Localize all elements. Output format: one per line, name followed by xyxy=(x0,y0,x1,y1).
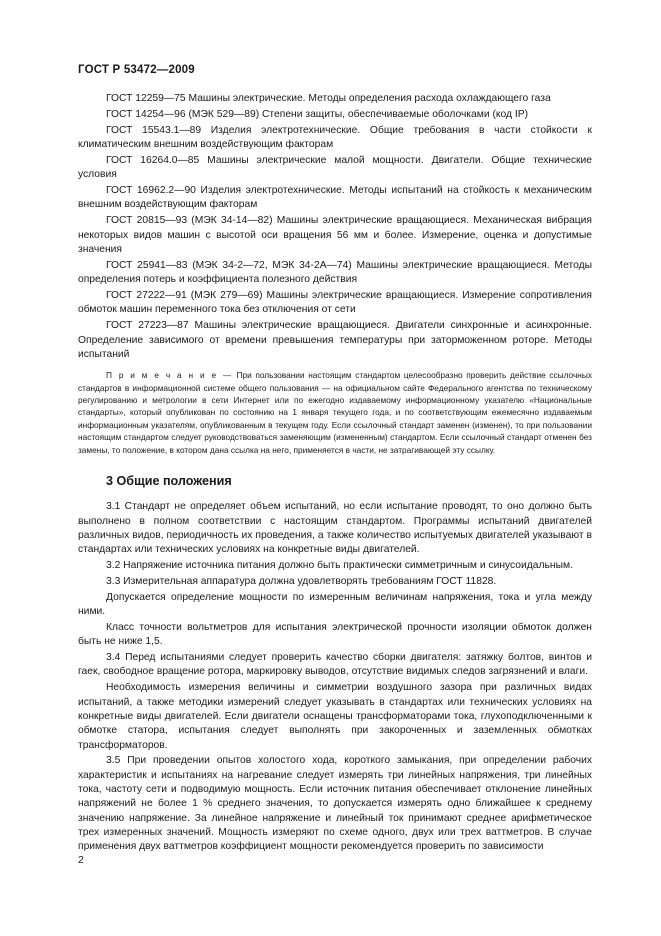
section-paragraph: 3.3 Измерительная аппаратура должна удовлетворять требованиям ГОСТ 11828. xyxy=(106,575,497,587)
section-paragraph: 3.1 Стандарт не определяет объем испытаний, но если испытание проводят, то оно должно быть выполнено в полном соответствии с настоящим стандартом. Программы испытаний двигателей различных видов, периодичность их проведения, а также количество испытуемых двигателей указывают в стандартах или технических условиях на конкретные виды двигателей. xyxy=(78,501,592,556)
page-body xyxy=(78,92,592,856)
section-paragraph: 3.2 Напряжение источника питания должно быть практически симметричным и синусоидальным. xyxy=(106,560,573,572)
section-paragraph: 3.5 При проведении опытов холостого хода, короткого замыкания, при определении рабочих характеристик и испытаниях на нагревание следует измерять три линейных напряжения, три линейных тока, частоту сети и подводимую мощность. Если источник питания обеспечивает отклонение линейных напряжений не более 1 % среднего значения, то допускается измерять одно ближайшее к среднему значению напряжение. За линейное напряжение и линейный ток принимают среднее арифметическое трех измеренных значений. Мощность измеряют по схеме одного, двух или трех ваттметров. В случае применения двух ваттметров коэффициент мощности рекомендуется проверить по зависимости xyxy=(78,755,592,853)
document-header: ГОСТ Р 53472—2009 xyxy=(78,64,195,76)
reference-item: ГОСТ 14254—96 (МЭК 529—89) Степени защиты, обеспечиваемые оболочками (код IP) xyxy=(106,108,529,120)
reference-item: ГОСТ 12259—75 Машины электрические. Методы определения расхода охлаждающего газа xyxy=(106,93,551,104)
section-body xyxy=(78,500,592,854)
reference-item: ГОСТ 27223—87 Машины электрические вращающиеся. Двигатели синхронные и асинхронные. Определение зависимого от времени превышения температуры при заторможенном роторе. Методы испытаний xyxy=(78,320,592,360)
reference-item: ГОСТ 15543.1—89 Изделия электротехнические. Общие требования в части стойкости к климатическим внешним воздействующим факторам xyxy=(78,124,592,151)
normative-references xyxy=(78,92,592,362)
section-paragraph: 3.4 Перед испытаниями следует проверить качество сборки двигателя: затяжку болтов, винтов и гаек, свободное вращение ротора, маркировку выводов, отсутствие видимых следов загрязнений и влаги. xyxy=(78,652,592,678)
reference-item: ГОСТ 20815—93 (МЭК 34-14—82) Машины электрические вращающиеся. Механическая вибрация некоторых видов машин с высотой оси вращения 56 мм и более. Измерение, оценка и допустимые значения xyxy=(78,215,592,255)
reference-item: ГОСТ 16264.0—85 Машины электрические малой мощности. Двигатели. Общие технические условия xyxy=(78,154,592,181)
section-paragraph: Класс точности вольтметров для испытания электрической прочности изоляции обмоток должен быть не ниже 1,5. xyxy=(78,621,592,648)
section-paragraph: Допускается определение мощности по измеренным величинам напряжения, тока и угла между ними. xyxy=(78,591,592,618)
page-number: 2 xyxy=(78,854,84,866)
section-title: 3 Общие положения xyxy=(106,473,232,488)
note-block xyxy=(78,369,592,456)
reference-item: ГОСТ 27222—91 (МЭК 279—69) Машины электрические вращающиеся. Измерение сопротивления обмоток машин переменного тока без отключения от сети xyxy=(78,290,592,316)
reference-item: ГОСТ 16962.2—90 Изделия электротехнические. Методы испытаний на стойкость к механическим внешним воздействующим факторам xyxy=(78,185,592,211)
section-paragraph: Необходимость измерения величины и симметрии воздушного зазора при различных видах испытаний, а также методики измерений следует указывать в стандартах или технических условиях на конкретные виды двигателей. Если двигатели оснащены трансформаторами тока, глухоподключенными к обмотке статора, испытания следует выполнять при закороченных и заземленных обмотках трансформаторов. xyxy=(78,682,592,751)
note-label: П р и м е ч а н и е — xyxy=(106,370,233,381)
reference-item: ГОСТ 25941—83 (МЭК 34-2—72, МЭК 34-2А—74) Машины электрические вращающиеся. Методы определения потерь и коэффициента полезного действия xyxy=(78,259,592,286)
note-text: При пользовании настоящим стандартом целесообразно проверить действие ссылочных стандартов в информационной системе общего пользования — на официальном сайте Федерального агентства по техническому регулированию и метрологии в сети Интернет или по ежегодно издаваемому информационному указателю «Национальные стандарты», который опубликован по состоянию на 1 января текущего года, и по соответствующим ежемесячно издаваемым информационным указателям, опубликованным в текущем году. Если ссылочный стандарт заменен (изменен), то при пользовании настоящим стандартом следует руководствоваться заменяющим (измененным) стандартом. Если ссылочный стандарт отменен без замены, то положение, в котором дана ссылка на него, применяется в части, не затрагивающей эту ссылку. xyxy=(78,370,592,455)
